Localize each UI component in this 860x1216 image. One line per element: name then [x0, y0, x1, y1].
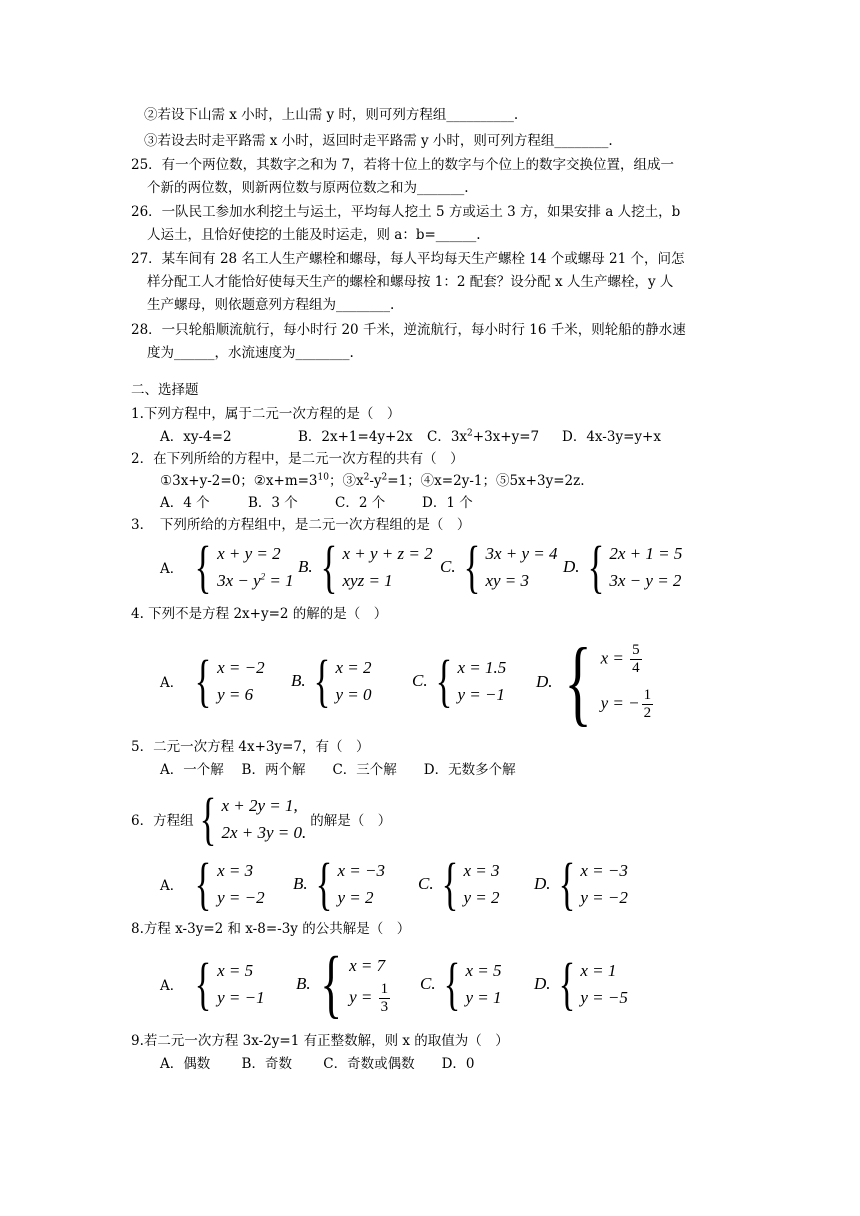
- question-27-cont: 样分配工人才能恰好使每天生产的螺栓和螺母按 1：2 配套？设分配 x 人生产螺栓，y 人: [147, 274, 674, 290]
- option-b-system: B. { x = 7 y = $\frac{1}{3}$: [296, 942, 389, 1026]
- choice-question-1: 1.下列方程中，属于二元一次方程的是（ ）: [131, 406, 401, 422]
- option-b: B．2x+1=4y+2x: [298, 429, 413, 445]
- choice-question-4: 4. 下列不是方程 2x+y=2 的解的是（ ）: [131, 606, 388, 622]
- option-a-system: A． { x = −2 y = 6: [160, 648, 265, 713]
- option-d: D．1 个: [422, 495, 473, 511]
- option-d-system: D. { x = $\frac{5}{4}$ y = − $\frac{1}{2}$: [536, 628, 652, 735]
- question-27: 27．某车间有 28 名工人生产螺栓和螺母，每人平均每天生产螺栓 14 个或螺母 21 个，问怎: [131, 251, 685, 267]
- question-27-cont: 生产螺母，则依题意列方程组为________.: [147, 297, 395, 313]
- choice-question-5: 5．二元一次方程 4x+3y=7，有（ ）: [131, 739, 370, 755]
- choice-question-6: 6．方程组 { x + 2y = 1, 2x + 3y = 0. 的解是（ ）: [131, 786, 392, 851]
- option-a: A．4 个: [160, 495, 210, 511]
- option-a: A．xy-4=2: [160, 429, 232, 445]
- option-d-system: D. { x = −3 y = −2: [534, 851, 628, 916]
- question-line: ②若设下山需 x 小时，上山需 y 时，则可列方程组__________.: [144, 107, 519, 123]
- option-b-system: B. { x = −3 y = 2: [293, 851, 385, 916]
- question-line: ③若设去时走平路需 x 小时，返回时走平路需 y 小时，则可列方程组________.: [144, 133, 613, 149]
- option-d: D．4x-3y=y+x: [562, 429, 661, 445]
- choice-question-2: 2．在下列所给的方程中，是二元一次方程的共有（ ）: [131, 451, 464, 467]
- option-c-system: C. { x = 1.5 y = −1: [412, 648, 507, 713]
- choice-question-3: 3． 下列所给的方程组中，是二元一次方程组的是（ ）: [131, 517, 471, 533]
- question-26-cont: 人运土，且恰好使挖的土能及时运走，则 a：b=______.: [147, 227, 481, 243]
- question-25: 25．有一个两位数，其数字之和为 7，若将十位上的数字与个位上的数字交换位置，组成一: [131, 157, 675, 173]
- option-a-system: A． { x = 5 y = −1: [160, 951, 265, 1016]
- question-5-options: A．一个解 B．两个解 C．三个解 D．无数多个解: [160, 762, 516, 778]
- question-9-options: A．偶数 B．奇数 C．奇数或偶数 D．0: [160, 1056, 475, 1072]
- option-c-system: C. { x = 5 y = 1: [420, 951, 502, 1016]
- equation-list: ①3x+y-2=0；$②x+m=3^{10}$；$③x^2-y^2=1$；④x=2y-1；⑤5x+3y=2z.: [160, 472, 585, 489]
- option-b-system: B. { x = 2 y = 0: [291, 648, 372, 713]
- question-25-cont: 个新的两位数，则新两位数与原两位数之和为_______.: [147, 180, 469, 196]
- option-c: C．$3x^2+3x+y=7$: [427, 428, 540, 445]
- option-c-system: C. { 3x + y = 4 xy = 3: [440, 534, 558, 599]
- option-c-system: C. { x = 3 y = 2: [418, 851, 500, 916]
- option-b: B．3 个: [248, 495, 298, 511]
- option-a-system: A． { x = 3 y = −2: [160, 851, 265, 916]
- section-heading: 二、选择题: [131, 382, 199, 398]
- option-b-system: B. { x + y + z = 2 xyz = 1: [298, 534, 433, 599]
- option-a-system: A． { x + y = 2 $3x - y^2 = 1$: [160, 534, 294, 599]
- choice-question-9: 9.若二元一次方程 3x-2y=1 有正整数解，则 x 的取值为（ ）: [131, 1033, 509, 1049]
- question-26: 26．一队民工参加水利挖土与运土，平均每人挖土 5 方或运土 3 方，如果安排 a 人挖土，b: [131, 204, 681, 220]
- question-28-cont: 度为______，水流速度为________.: [147, 345, 354, 361]
- option-c: C．2 个: [335, 495, 386, 511]
- choice-question-8: 8.方程 x-3y=2 和 x-8=-3y 的公共解是（ ）: [131, 921, 411, 937]
- option-d-system: D. { 2x + 1 = 5 3x − y = 2: [563, 534, 683, 599]
- question-28: 28．一只轮船顺流航行，每小时行 20 千米，逆流航行，每小时行 16 千米，则轮船的静水速: [131, 322, 686, 338]
- option-d-system: D. { x = 1 y = −5: [534, 951, 628, 1016]
